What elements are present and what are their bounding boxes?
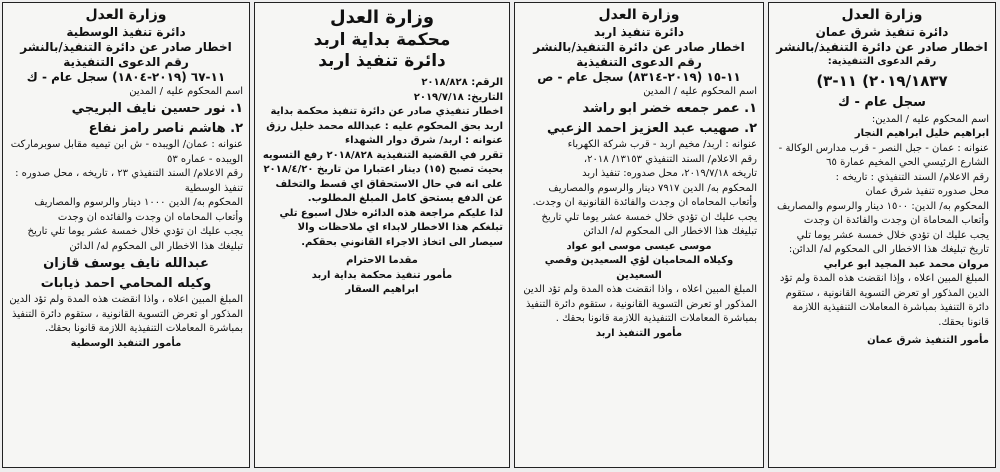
defendant-name: ابراهيم خليل ابراهيم النجار [854, 128, 989, 139]
address: عنوانه : عمان - جبل النصر - قرب مدارس الوكالة - الشارع الرئيسي الحي المخيم عمارة ٦٥ [778, 142, 989, 168]
ministry-title: وزارة العدل [841, 7, 923, 23]
notice-date: التاريخ: ٢٠١٩/٧/١٨ [413, 91, 503, 103]
signature: مأمور التنفيذ الوسطية [70, 337, 182, 349]
defendant-label: اسم المحكوم عليه / المدين [129, 85, 243, 97]
ministry-title: وزارة العدل [85, 7, 167, 23]
notice-body: المبلغ المبين اعلاه ، واذا انقضت هذه المدة ولم تؤد الدين المذكور او تعرض التسوية القانونية ، ستقوم دائرة التنفيذ بمباشرة المعاملات التنفيذية اللازمة قانونا بحقك . [523, 284, 757, 324]
register-type: سجل عام - ك [838, 95, 926, 110]
closing: مقدما الاحترام [346, 255, 418, 266]
notice-irbid [514, 2, 764, 468]
creditor-name: عبدالله نايف يوسف قازان [43, 256, 209, 271]
notice-intro: اخطار تنفيذي صادر عن دائرة تنفيذ محكمة بداية اربد بحق المحكوم عليه : عبدالله محمد خليل رزق [266, 106, 503, 132]
department-title: دائرة تنفيذ اربد [593, 24, 684, 39]
case-label: رقم الدعوى التنفيذية [576, 54, 702, 69]
creditor-name: مروان محمد عبد المجيد ابو عرابي [823, 258, 989, 270]
creditor-name: موسى عيسى موسى ابو عواد [566, 240, 712, 252]
department-title: دائرة تنفيذ الوسطية [66, 24, 186, 39]
case-label: رقم الدعوى التنفيذية: [827, 55, 937, 67]
notice-body: المبلغ المبين اعلاه ، وإذا انقضت هذه المدة ولم تؤد الدين المذكور او تعرض التسوية القانونية ، ستقوم دائرة التنفيذ بمباشرة المعاملات التنفيذية اللازمة قانونا بحقك. [779, 273, 989, 328]
demand: يجب عليك ان تؤدي خلال خمسة عشر يوما تلي تاريخ تبليغك هذا الاخطار الى المحكوم له/ الدائن [27, 226, 243, 252]
department-title: دائرة تنفيذ اربد [318, 50, 446, 71]
defendant-name-1: ١. عمر جمعه خضر ابو راشد [582, 101, 757, 116]
signature-name: ابراهيم السقار [345, 284, 419, 295]
ministry-title: وزارة العدل [598, 7, 680, 23]
notice-wasatiyah [2, 2, 250, 468]
address: عنوانه : اربد/ شرق دوار الشهداء [344, 135, 503, 146]
notice-title: اخطار صادر عن دائرة التنفيذ/بالنشر [776, 39, 988, 54]
notice-body: المبلغ المبين اعلاه ، واذا انقضت هذه المدة ولم تؤد الدين المذكور او تعرض التسوية القانونية ، ستقوم دائرة التنفيذ بمباشرة المعاملات التنفيذية اللازمة قانونا بحقك. [9, 294, 243, 334]
case-number: ١١-٦٧ (٢٠١٩-١٨٠٤) سجل عام - ك [26, 69, 226, 84]
signature: مأمور التنفيذ شرق عمان [867, 335, 989, 346]
creditor-lawyer: وكيله المحامي احمد ذيابات [40, 275, 212, 291]
notice-title: اخطار صادر عن دائرة التنفيذ/بالنشر [20, 39, 232, 54]
case-label: رقم الدعوى التنفيذية [63, 54, 189, 69]
ministry-title: وزارة العدل [329, 7, 435, 28]
demand: يجب عليك ان تؤدي خلال خمسة عشر يوما تلي تاريخ تبليغك هذا الاخطار الى المحكوم له/ الدائن: [788, 229, 989, 255]
case-number: ١١-١٥ (٢٠١٩-٨٣١٤) سجل عام - ص [537, 69, 741, 84]
court-title: محكمة بداية اربد [313, 29, 451, 50]
issued-place: محل صدوره تنفيذ شرق عمان [865, 186, 989, 197]
defendant-name-2: ٢. هاشم ناصر رامز نفاع [88, 120, 243, 136]
address: عنوانه : عمان/ الويبده - ش ابن تيميه مقابل سوبرماركت الويبده - عماره ٥٣ [10, 139, 243, 165]
department-title: دائرة تنفيذ شرق عمان [815, 24, 949, 39]
notice-number: رقم الاعلام/ السند التنفيذي ٢٣ ، تاريخه ، محل صدوره : تنفيذ الوسطية [15, 168, 243, 194]
amount: المحكوم به/ الدين ١٠٠٠ دينار والرسوم والمصاريف وأتعاب المحاماه ان وجدت والفائده ان وجدت [34, 197, 243, 223]
amount: المحكوم به/ الدين ٧٩١٧ دينار والرسوم والمصاريف وأتعاب المحاماه ان وجدت والفائدة القانونية ان وجدت. [532, 182, 757, 208]
defendant-name-1: ١. نور حسين نايف البريجي [71, 101, 243, 116]
case-number: ٢٠١٩/١٨٣٧) ١١-٣) [816, 72, 948, 90]
address: عنوانه : اربد/ مخيم اربد - قرب شركة الكهرباء [567, 139, 757, 150]
signature-title: مأمور تنفيذ محكمة بداية اربد [311, 269, 453, 281]
notice-number: رقم الاعلام/ السند التنفيذي : تاريخه : [835, 171, 989, 183]
notice-date: تاريخه ٢٠١٩/٧/١٨، محل صدوره: تنفيذ اربد [582, 168, 757, 179]
notice-title: اخطار صادر عن دائرة التنفيذ/بالنشر [533, 39, 745, 54]
signature: مأمور التنفيذ اربد [595, 327, 683, 339]
notice-number: رقم الاعلام/ السند التنفيذي ١٣١٥٣/ ٢٠١٨، [583, 153, 757, 165]
reference-number: الرقم: ٢٠١٨/٨٢٨ [421, 77, 503, 88]
defendant-label: اسم المحكوم عليه / المدين [643, 85, 757, 97]
defendant-name-2: ٢. صهيب عبد العزيز احمد الزعبي [547, 120, 757, 136]
notice-request: لذا عليكم مراجعة هذه الدائره خلال اسبوع تلي تبلغكم هذا الاخطار لابداء اي ملاحظات والا سيصار الى اتخاذ الاجراء القانوني بحقكم. [279, 207, 503, 248]
notice-east-amman [768, 2, 996, 468]
notice-irbid-court [254, 2, 510, 468]
defendant-label: اسم المحكوم عليه / المدين: [871, 113, 989, 125]
demand: يجب عليك ان تؤدي خلال خمسة عشر يوما تلي تاريخ تبليغك هذا الاخطار الى المحكوم له/ الدائن [541, 211, 757, 237]
notice-body: تقرر في القضية التنفيذية ٢٠١٨/٨٢٨ رفع التسويه بحيث تصبح (١٥) دينار اعتبارا من تاريخ ٢٠١٨/٤/٢٠ على انه في حال الاستحقاق اي قسط والتخلف عن الدفع يستحق كامل المبلغ المطلوب. [262, 149, 503, 204]
amount: المحكوم به/ الدين: ١٥٠٠ دينار والرسوم والمصاريف وأتعاب المحاماة ان وجدت والفائدة ان وجدت [776, 200, 989, 226]
creditor-lawyers: وكيلاه المحاميان لؤي السعيدين وقصي السعيدين [544, 255, 734, 281]
